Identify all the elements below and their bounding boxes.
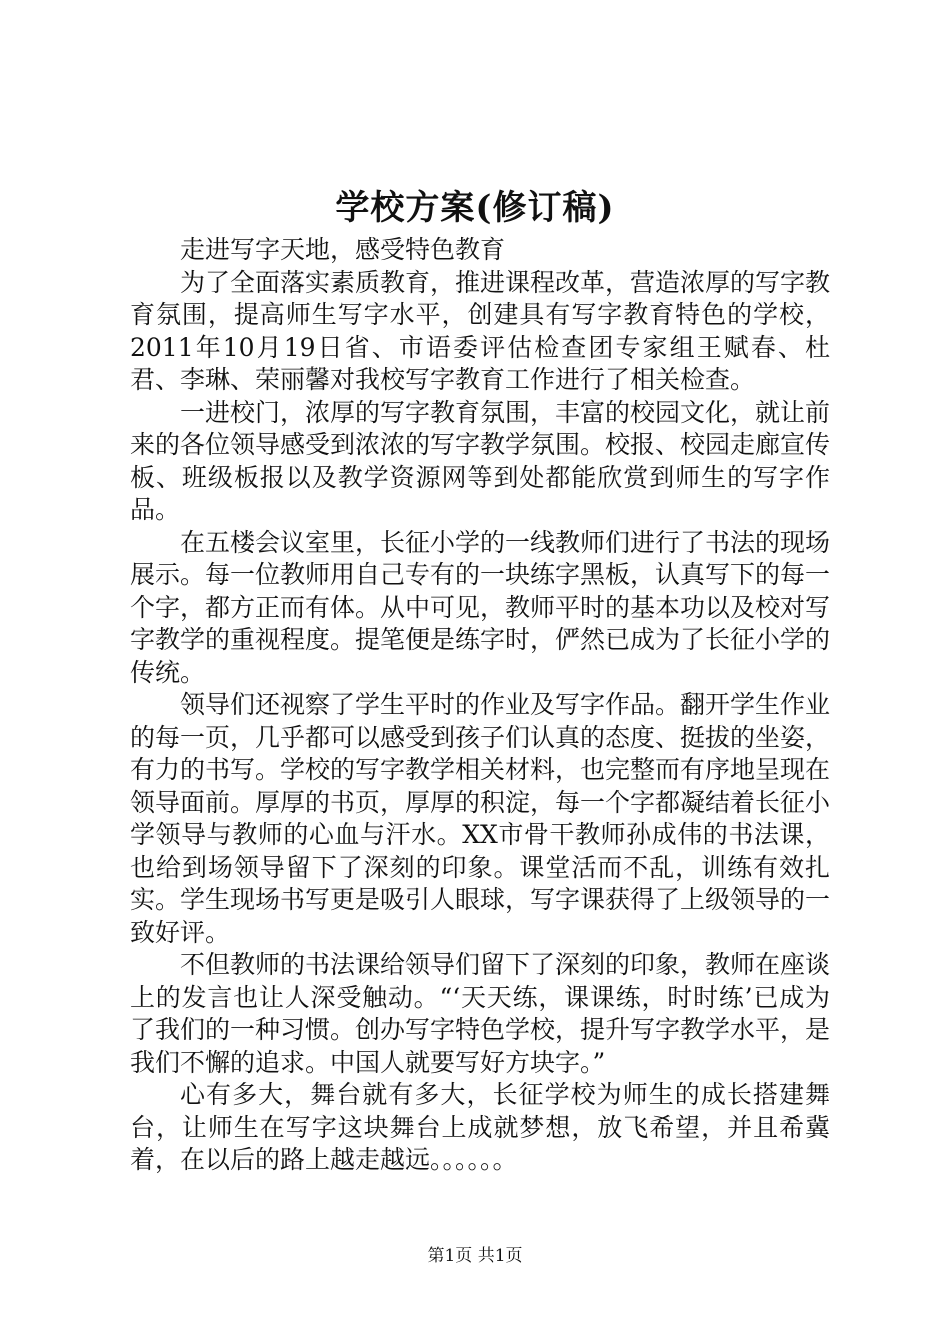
paragraph: 心有多大，舞台就有多大，长征学校为师生的成长搭建舞台，让师生在写字这块舞台上成就梦想，放飞希望，并且希冀着，在以后的路上越走越远。。。。。。 <box>130 1080 830 1174</box>
paragraph: 在五楼会议室里，长征小学的一线教师们进行了书法的现场展示。每一位教师用自己专有的一块练字黑板，认真写下的每一个字，都方正而有体。从中可见，教师平时的基本功以及校对写字教学的重视程度。提笔便是练字时，俨然已成为了长征小学的传统。 <box>130 527 831 687</box>
paragraph: 领导们还视察了学生平时的作业及写字作品。翻开学生作业的每一页，几乎都可以感受到孩子们认真的态度、挺拔的坐姿，有力的书写。学校的写字教学相关材料，也完整而有序地呈现在领导面前。厚厚的书页，厚厚的积淀，每一个字都凝结着长征小学领导与教师的心血与汗水。XX市骨干教师孙成伟的书法课，也给到场领导留下了深刻的印象。课堂活而不乱，训练有效扎实。学生现场书写更是吸引人眼球，写字课获得了上级领导的一致好评。 <box>130 690 831 947</box>
paragraph-subtitle: 走进写字天地，感受特色教育 <box>180 235 506 264</box>
document-body <box>130 234 830 1177</box>
paragraph: 一进校门，浓厚的写字教育氛围，丰富的校园文化，就让前来的各位领导感受到浓浓的写字教学氛围。校报、校园走廊宣传板、班级板报以及教学资源网等到处都能欣赏到师生的写字作品。 <box>130 397 831 524</box>
paragraph: 不但教师的书法课给领导们留下了深刻的印象，教师在座谈上的发言也让人深受触动。“‘天天练，课课练，时时练’已成为了我们的一种习惯。创办写字特色学校，提升写字教学水平，是我们不懈的追求。中国人就要写好方块字。” <box>130 950 831 1077</box>
paragraph: 为了全面落实素质教育，推进课程改革，营造浓厚的写字教育氛围，提高师生写字水平，创建具有写字教育特色的学校，2011年10月19日省、市语委评估检查团专家组王赋春、杜君、李琳、荣丽馨对我校写字教育工作进行了相关检查。 <box>130 267 831 394</box>
page-number-footer: 第1页 共1页 <box>427 1246 523 1266</box>
document-title: 学校方案(修订稿) <box>335 188 615 228</box>
